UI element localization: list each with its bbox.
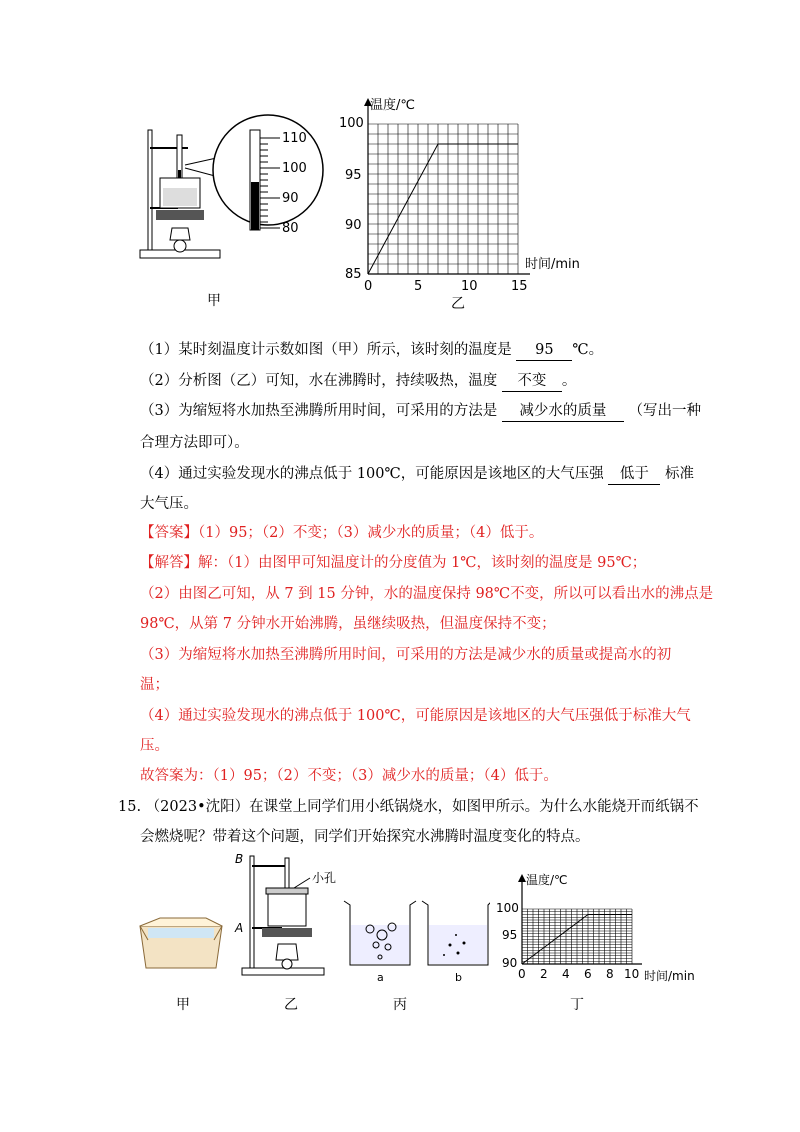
- y-tick-label: 100: [496, 901, 519, 915]
- chart-top: [335, 92, 595, 297]
- chart-series-line: [368, 144, 518, 274]
- x-tick-label: 15: [511, 279, 528, 294]
- question-text: （4）通过实验发现水的沸点低于 100℃，可能原因是该地区的大气压强: [140, 466, 604, 482]
- x-tick-label: 8: [606, 967, 614, 981]
- answer-line: [140, 523, 543, 543]
- label-B: B: [235, 852, 244, 866]
- caption-ding: 丁: [570, 997, 584, 1013]
- question-text: （3）为缩短将水加热至沸腾所用时间，可采用的方法是: [140, 403, 498, 419]
- caption-bing: 丙: [393, 997, 407, 1013]
- chart-xlabel: 时间/min: [525, 257, 580, 272]
- solution-line-6: （4）通过实验发现水的沸点低于 100℃，可能原因是该地区的大气压强低于标准大气: [140, 708, 691, 724]
- question-3: [140, 401, 701, 422]
- y-tick-label: 100: [339, 116, 364, 131]
- question-15-line-2: 会燃烧呢？带着这个问题，同学们开始探究水沸腾时温度变化的特点。: [140, 829, 590, 845]
- apparatus-figure-bottom: [232, 848, 342, 978]
- chart-ylabel: 温度/℃: [526, 873, 568, 887]
- answer-tag: 【答案】: [140, 525, 198, 541]
- caption-yi-bottom: 乙: [284, 997, 298, 1013]
- paper-pot-figure: [136, 912, 226, 977]
- thermo-label: 110: [282, 131, 307, 146]
- x-tick-label: 0: [518, 967, 526, 981]
- x-tick-label: 10: [624, 967, 640, 981]
- question-text: 标准: [664, 466, 694, 482]
- beakers-figure: [340, 895, 490, 990]
- answer-blank: 低于: [608, 464, 660, 485]
- solution-line-1: [140, 553, 646, 573]
- solution-line-5: 温；: [140, 677, 169, 693]
- solution-line-7: 压。: [140, 738, 169, 754]
- apparatus-figure-top: [130, 110, 350, 285]
- y-tick-label: 95: [345, 168, 362, 183]
- chart-bottom: [496, 872, 716, 984]
- x-tick-label: 0: [364, 279, 373, 294]
- thermo-label: 80: [282, 221, 299, 236]
- y-tick-label: 85: [345, 267, 362, 282]
- answer-blank: 95: [516, 340, 572, 361]
- y-tick-label: 90: [502, 956, 518, 970]
- x-tick-label: 2: [540, 967, 548, 981]
- chart-xlabel: 时间/min: [644, 969, 695, 983]
- x-tick-label: 6: [584, 967, 592, 981]
- x-tick-label: 10: [461, 279, 478, 294]
- caption-jia-top: 甲: [207, 293, 221, 309]
- solution-text: 解：（1）由图甲可知温度计的分度值为 1℃，该时刻的温度是 95℃；: [198, 555, 647, 571]
- solution-line-2: （2）由图乙可知，从 7 到 15 分钟，水的温度保持 98℃不变，所以可以看出水的沸点是: [140, 586, 714, 602]
- question-text: ℃。: [572, 342, 604, 358]
- caption-jia-bottom: 甲: [176, 997, 190, 1013]
- answer-text: （1）95；（2）不变；（3）减少水的质量；（4）低于。: [198, 525, 544, 541]
- question-4-cont: 大气压。: [140, 496, 198, 512]
- question-3-cont: 合理方法即可）。: [140, 435, 249, 451]
- label-A: A: [235, 921, 244, 935]
- thermo-label: 100: [282, 161, 307, 176]
- label-b: b: [455, 971, 462, 984]
- solution-line-3: 98℃，从第 7 分钟水开始沸腾，虽继续吸热，但温度保持不变；: [140, 616, 556, 632]
- x-tick-label: 5: [414, 279, 423, 294]
- answer-blank: 减少水的质量: [502, 401, 624, 422]
- x-tick-label: 4: [562, 967, 570, 981]
- solution-tag: 【解答】: [140, 555, 198, 571]
- solution-final: 故答案为：（1）95；（2）不变；（3）减少水的质量；（4）低于。: [140, 768, 558, 784]
- thermo-label: 90: [282, 191, 299, 206]
- question-text: （写出一种: [628, 403, 701, 419]
- caption-yi-top: 乙: [451, 296, 465, 312]
- question-1: [140, 340, 603, 361]
- y-tick-label: 90: [345, 218, 362, 233]
- label-hole: 小孔: [312, 871, 337, 885]
- question-text: （2）分析图（乙）可知，水在沸腾时，持续吸热，温度: [140, 373, 498, 389]
- y-tick-label: 95: [502, 928, 518, 942]
- label-a: a: [377, 971, 384, 984]
- question-text: （1）某时刻温度计示数如图（甲）所示，该时刻的温度是: [140, 342, 512, 358]
- question-2: [140, 371, 576, 392]
- question-15-line-1: 15. （2023•沈阳）在课堂上同学们用小纸锅烧水，如图甲所示。为什么水能烧开而纸锅不: [118, 799, 699, 815]
- solution-line-4: （3）为缩短将水加热至沸腾所用时间，可采用的方法是减少水的质量或提高水的初: [140, 647, 672, 663]
- question-4: [140, 464, 694, 485]
- question-text: 。: [561, 373, 577, 389]
- answer-blank: 不变: [502, 371, 562, 392]
- chart-ylabel: 温度/℃: [370, 98, 415, 113]
